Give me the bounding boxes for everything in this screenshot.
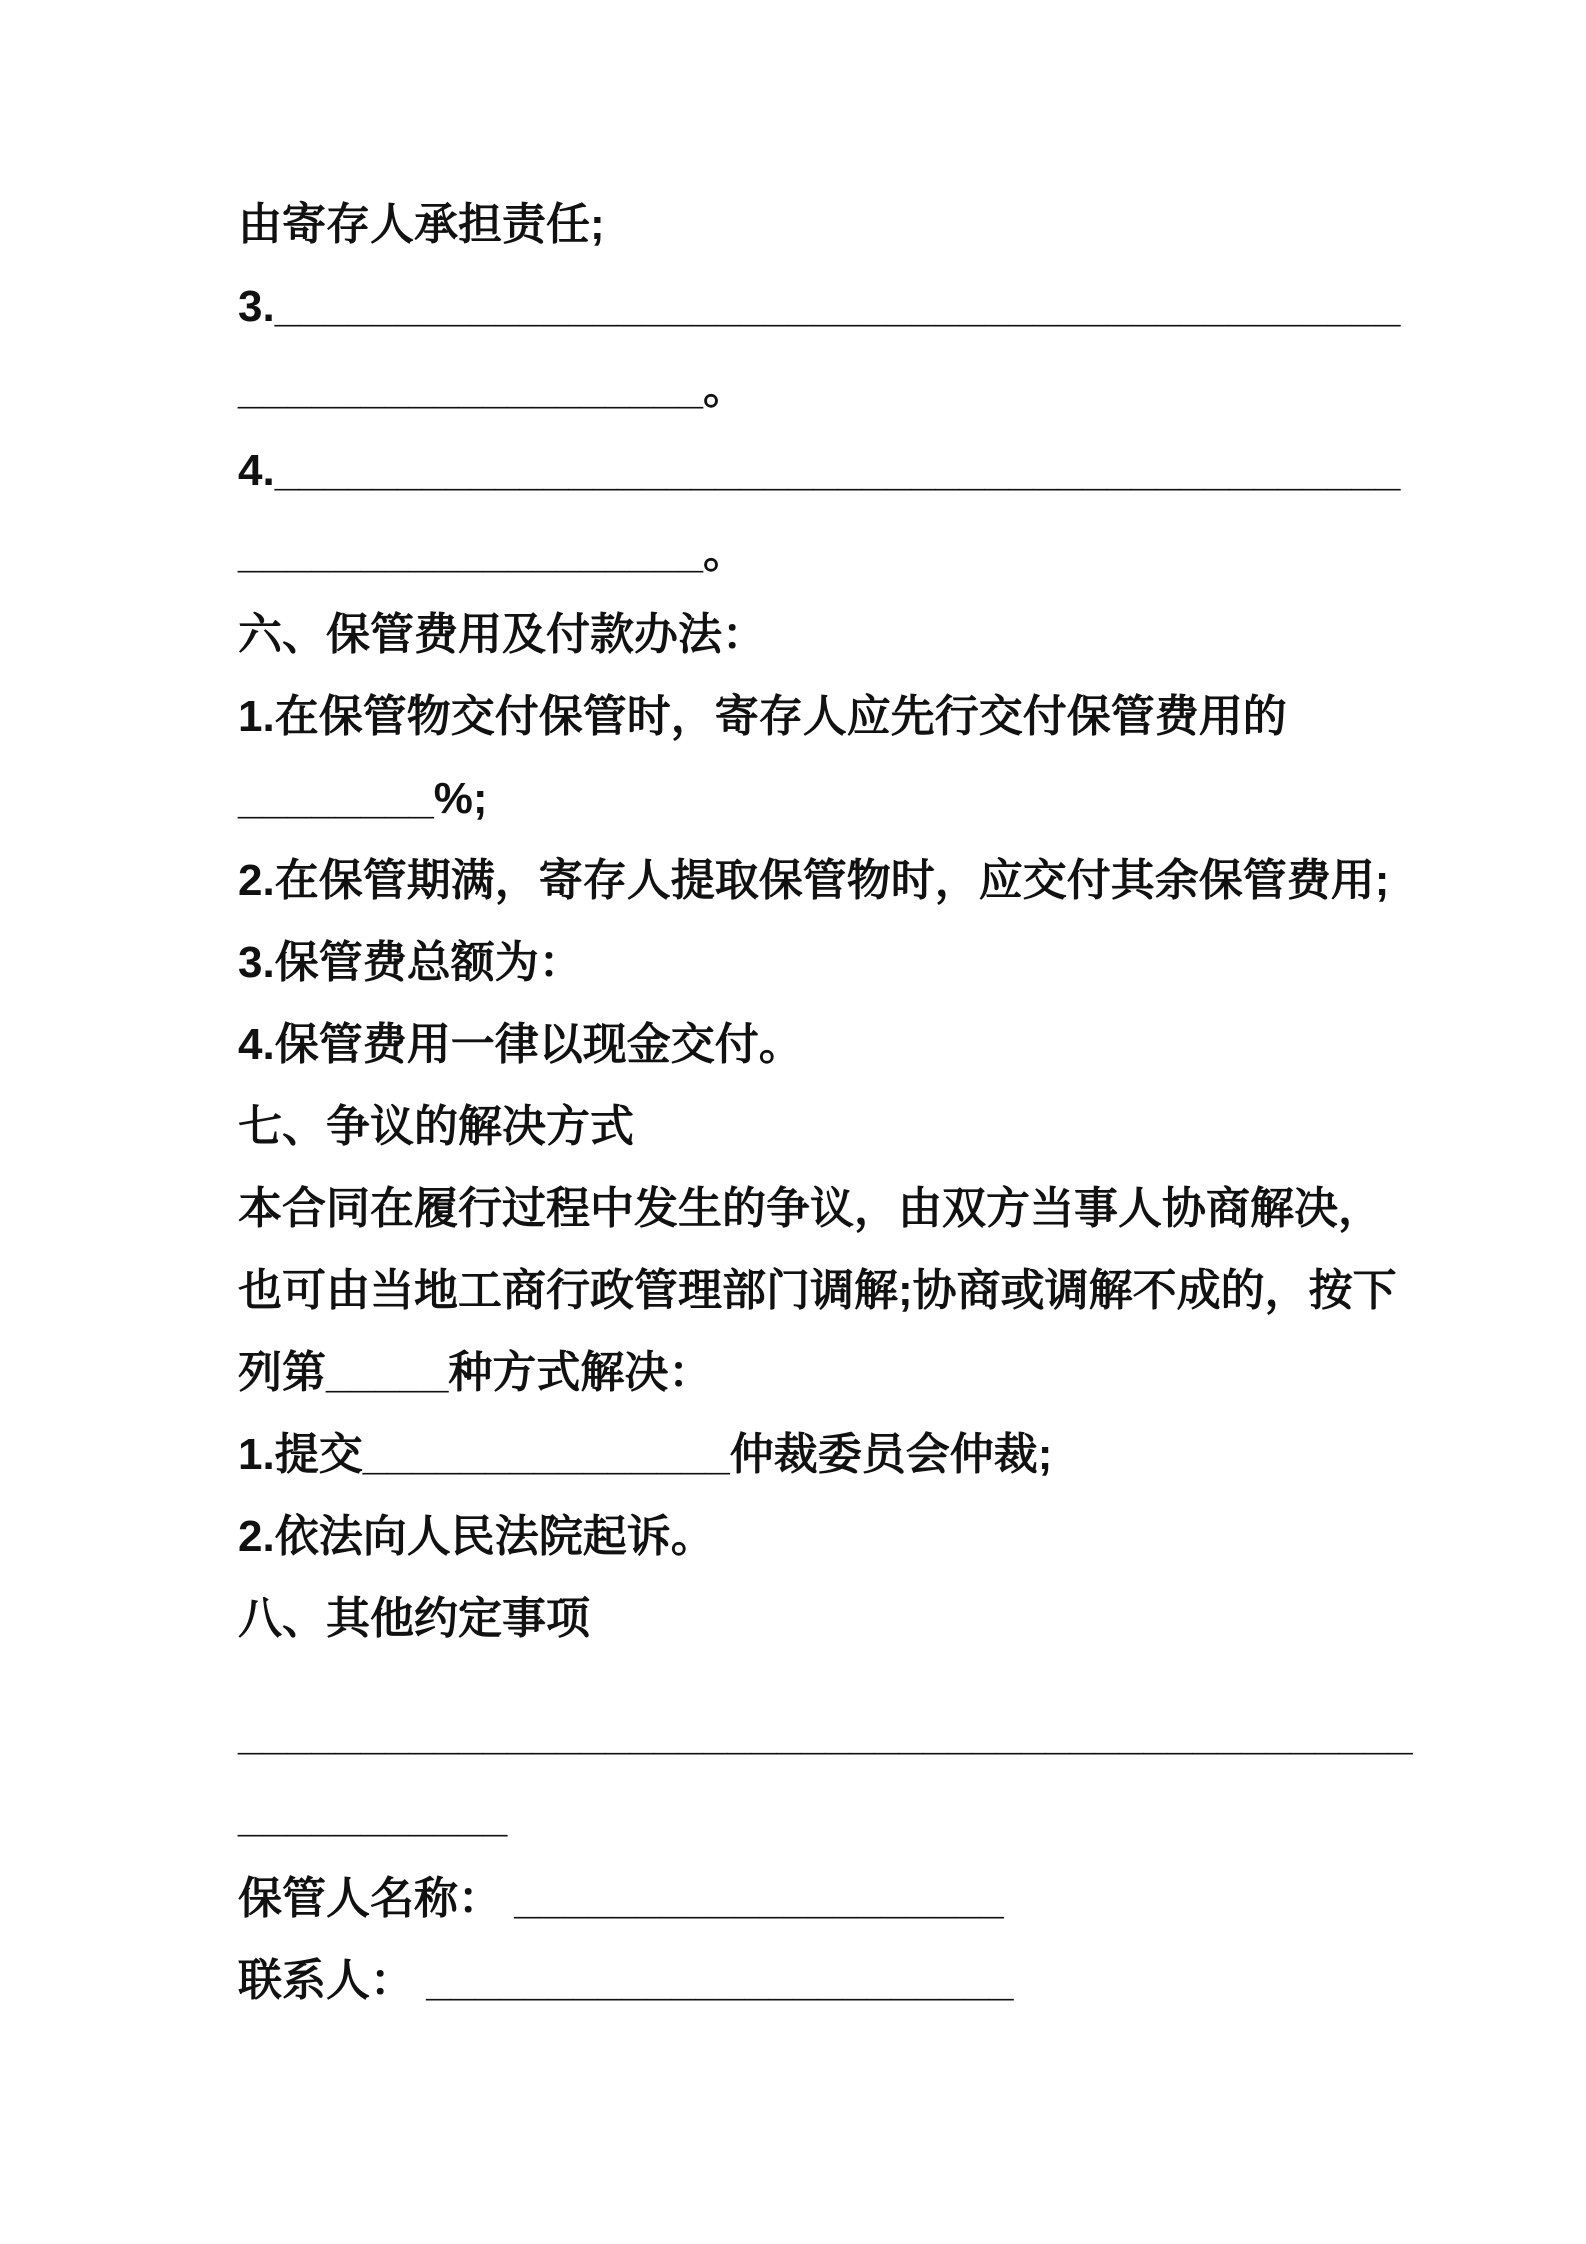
line-fee-item-1: 1.在保管物交付保管时，寄存人应先行交付保管费用的 (238, 692, 1287, 741)
line-other-items-blank: ________________________________________________ (238, 1710, 1413, 1759)
line-fee-item-4: 4.保管费用一律以现金交付。 (238, 1020, 803, 1069)
line-dispute-paragraph-2: 也可由当地工商行政管理部门调解;协商或调解不成的，按下 (238, 1266, 1397, 1315)
heading-section-7-dispute-resolution: 七、争议的解决方式 (238, 1102, 634, 1151)
line-other-items-blank-continuation: ___________ (238, 1792, 508, 1841)
line-dispute-paragraph-1: 本合同在履行过程中发生的争议，由双方当事人协商解决， (238, 1184, 1382, 1233)
line-item-3-blank-continuation: ___________________。 (238, 364, 747, 413)
line-dispute-method-blank: 列第_____种方式解决： (238, 1348, 713, 1397)
heading-section-8-other-items: 八、其他约定事项 (238, 1594, 590, 1643)
heading-section-6-storage-fees: 六、保管费用及付款办法： (238, 610, 766, 659)
line-fee-item-2: 2.在保管期满，寄存人提取保管物时，应交付其余保管费用; (238, 856, 1390, 905)
line-fee-item-1-percent-blank: ________%; (238, 774, 488, 823)
line-court-option: 2.依法向人民法院起诉。 (238, 1512, 715, 1561)
line-liability-clause: 由寄存人承担责任; (238, 200, 605, 249)
line-fee-item-3: 3.保管费总额为： (238, 938, 583, 987)
line-item-3-blank: 3.______________________________________________ (238, 282, 1401, 331)
line-contact-person-field: 联系人： ________________________ (238, 1956, 1014, 2005)
line-item-4-blank-continuation: ___________________。 (238, 528, 747, 577)
line-item-4-blank: 4.______________________________________________ (238, 446, 1401, 495)
line-custodian-name-field: 保管人名称： ____________________ (238, 1874, 1004, 1923)
line-arbitration-option: 1.提交_______________仲裁委员会仲裁; (238, 1430, 1053, 1479)
